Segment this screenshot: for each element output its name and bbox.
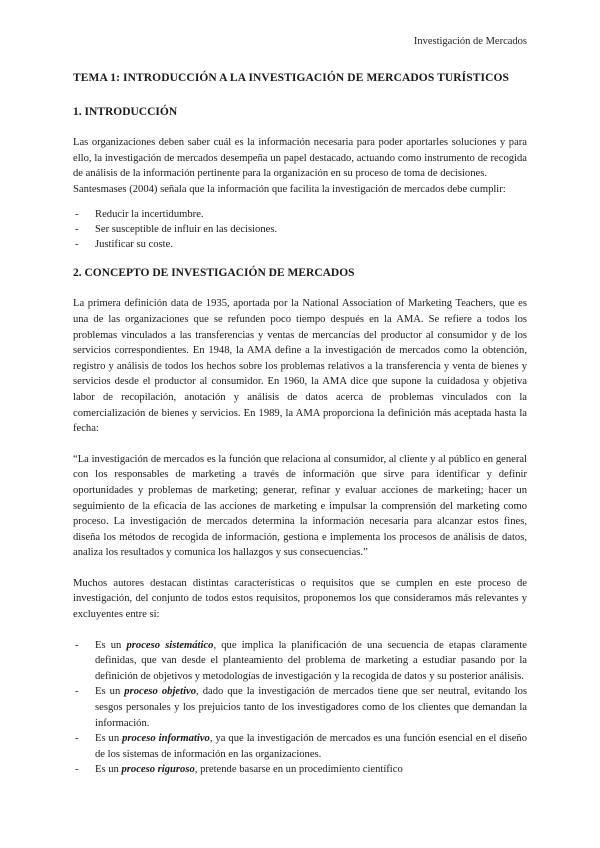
intro-paragraph-2: Santesmases (2004) señala que la información que facilita la investigación de mercados debe cumplir: [73, 183, 506, 195]
intro-paragraph-1: Las organizaciones deben saber cuál es la información necesaria para poder aportarles soluciones y para ello, la investigación de mercados desempeña un papel destacado, actuando como instrumento de recogida de análisis de la información pertinente para la organización en su proceso de toma de decisiones. [73, 137, 527, 180]
ama-definition-quote: “La investigación de mercados es la función que relaciona al consumidor, al cliente y al público en general con los responsables de marketing a través de información que sirve para identificar y definir oportunidades y problemas de marketing; generar, refinar y evaluar acciones de marketing; hacer un seguimiento de la eficacia de las acciones de marketing e impulsar la comprensión del marketing como proceso. La investigación de mercados determina la información necesaria para alcanzar estos fines, diseña los métodos de recogida de información, gestiona e implementa los procesos de análisis de datos, analiza los resultados y comunica los hallazgos y sus consecuencias.” [73, 453, 527, 559]
bold-term: proceso objetivo [124, 686, 197, 698]
list-item: - Es un proceso riguroso, pretende basarse en un procedimiento científico [73, 762, 527, 778]
list-item: - Es un proceso objetivo, dado que la investigación de mercados tiene que ser neutral, evitando los sesgos personales y los prejuicios tanto de los investigadores como de los clientes que demandan la información. [73, 684, 527, 731]
list-item: - Es un proceso informativo, ya que la investigación de mercados es una función esencial en el diseño de los sistemas de información en las organizaciones. [73, 731, 527, 762]
bold-term: proceso informativo [122, 733, 210, 745]
list-item: - Justificar su coste. [73, 237, 527, 252]
concept-paragraph-1: La primera definición data de 1935, aportada por la National Association of Marketing Teachers, que es una de las organizaciones que se refunden poco tiempo después en la AMA. Se refiere a todos los problemas vinculados a las transferencias y ventas de mercancías del productor al consumidor y de los servicios correspondientes. En 1948, la AMA define a la investigación de mercados como la obtención, registro y análisis de todos los hechos sobre los problemas relativos a la transferencia y venta de bienes y servicios desde el productor al consumidor. En 1960, la AMA dice que supone la cuidadosa y objetiva labor de recopilación, anotación y análisis de datos acerca de problemas vinculados con la comercialización de bienes y servicios. En 1989, la AMA proporciona la definición más aceptada hasta la fecha: [73, 298, 527, 435]
list-item: - Ser susceptible de influir en las decisiones. [73, 222, 527, 237]
document-title: TEMA 1: INTRODUCCIÓN A LA INVESTIGACIÓN DE MERCADOS TURÍSTICOS [73, 72, 510, 84]
list-item: - Es un proceso sistemático, que implica la planificación de una secuencia de etapas claramente definidas, que van desde el planteamiento del problema de marketing a estudiar pasando por la definición de objetivos y metodologías de investigación y la recogida de datos y su posterior análisis. [73, 638, 527, 685]
bold-term: proceso sistemático [126, 639, 214, 651]
section-heading-introduccion: 1. INTRODUCCIÓN [73, 106, 178, 118]
characteristics-list [73, 638, 527, 778]
concept-paragraph-3: Muchos autores destacan distintas características o requisitos que se cumplen en este proceso de investigación, del conjunto de todos estos requisitos, proponemos los que consideramos más relevantes y excluyentes entre sí: [73, 577, 527, 621]
page-content [73, 72, 527, 778]
section-heading-concepto: 2. CONCEPTO DE INVESTIGACIÓN DE MERCADOS [73, 267, 355, 280]
running-header: Investigación de Mercados [413, 36, 527, 47]
bold-term: proceso riguroso [121, 764, 195, 776]
requirements-list [73, 207, 527, 252]
list-item: - Reducir la incertidumbre. [73, 207, 527, 222]
